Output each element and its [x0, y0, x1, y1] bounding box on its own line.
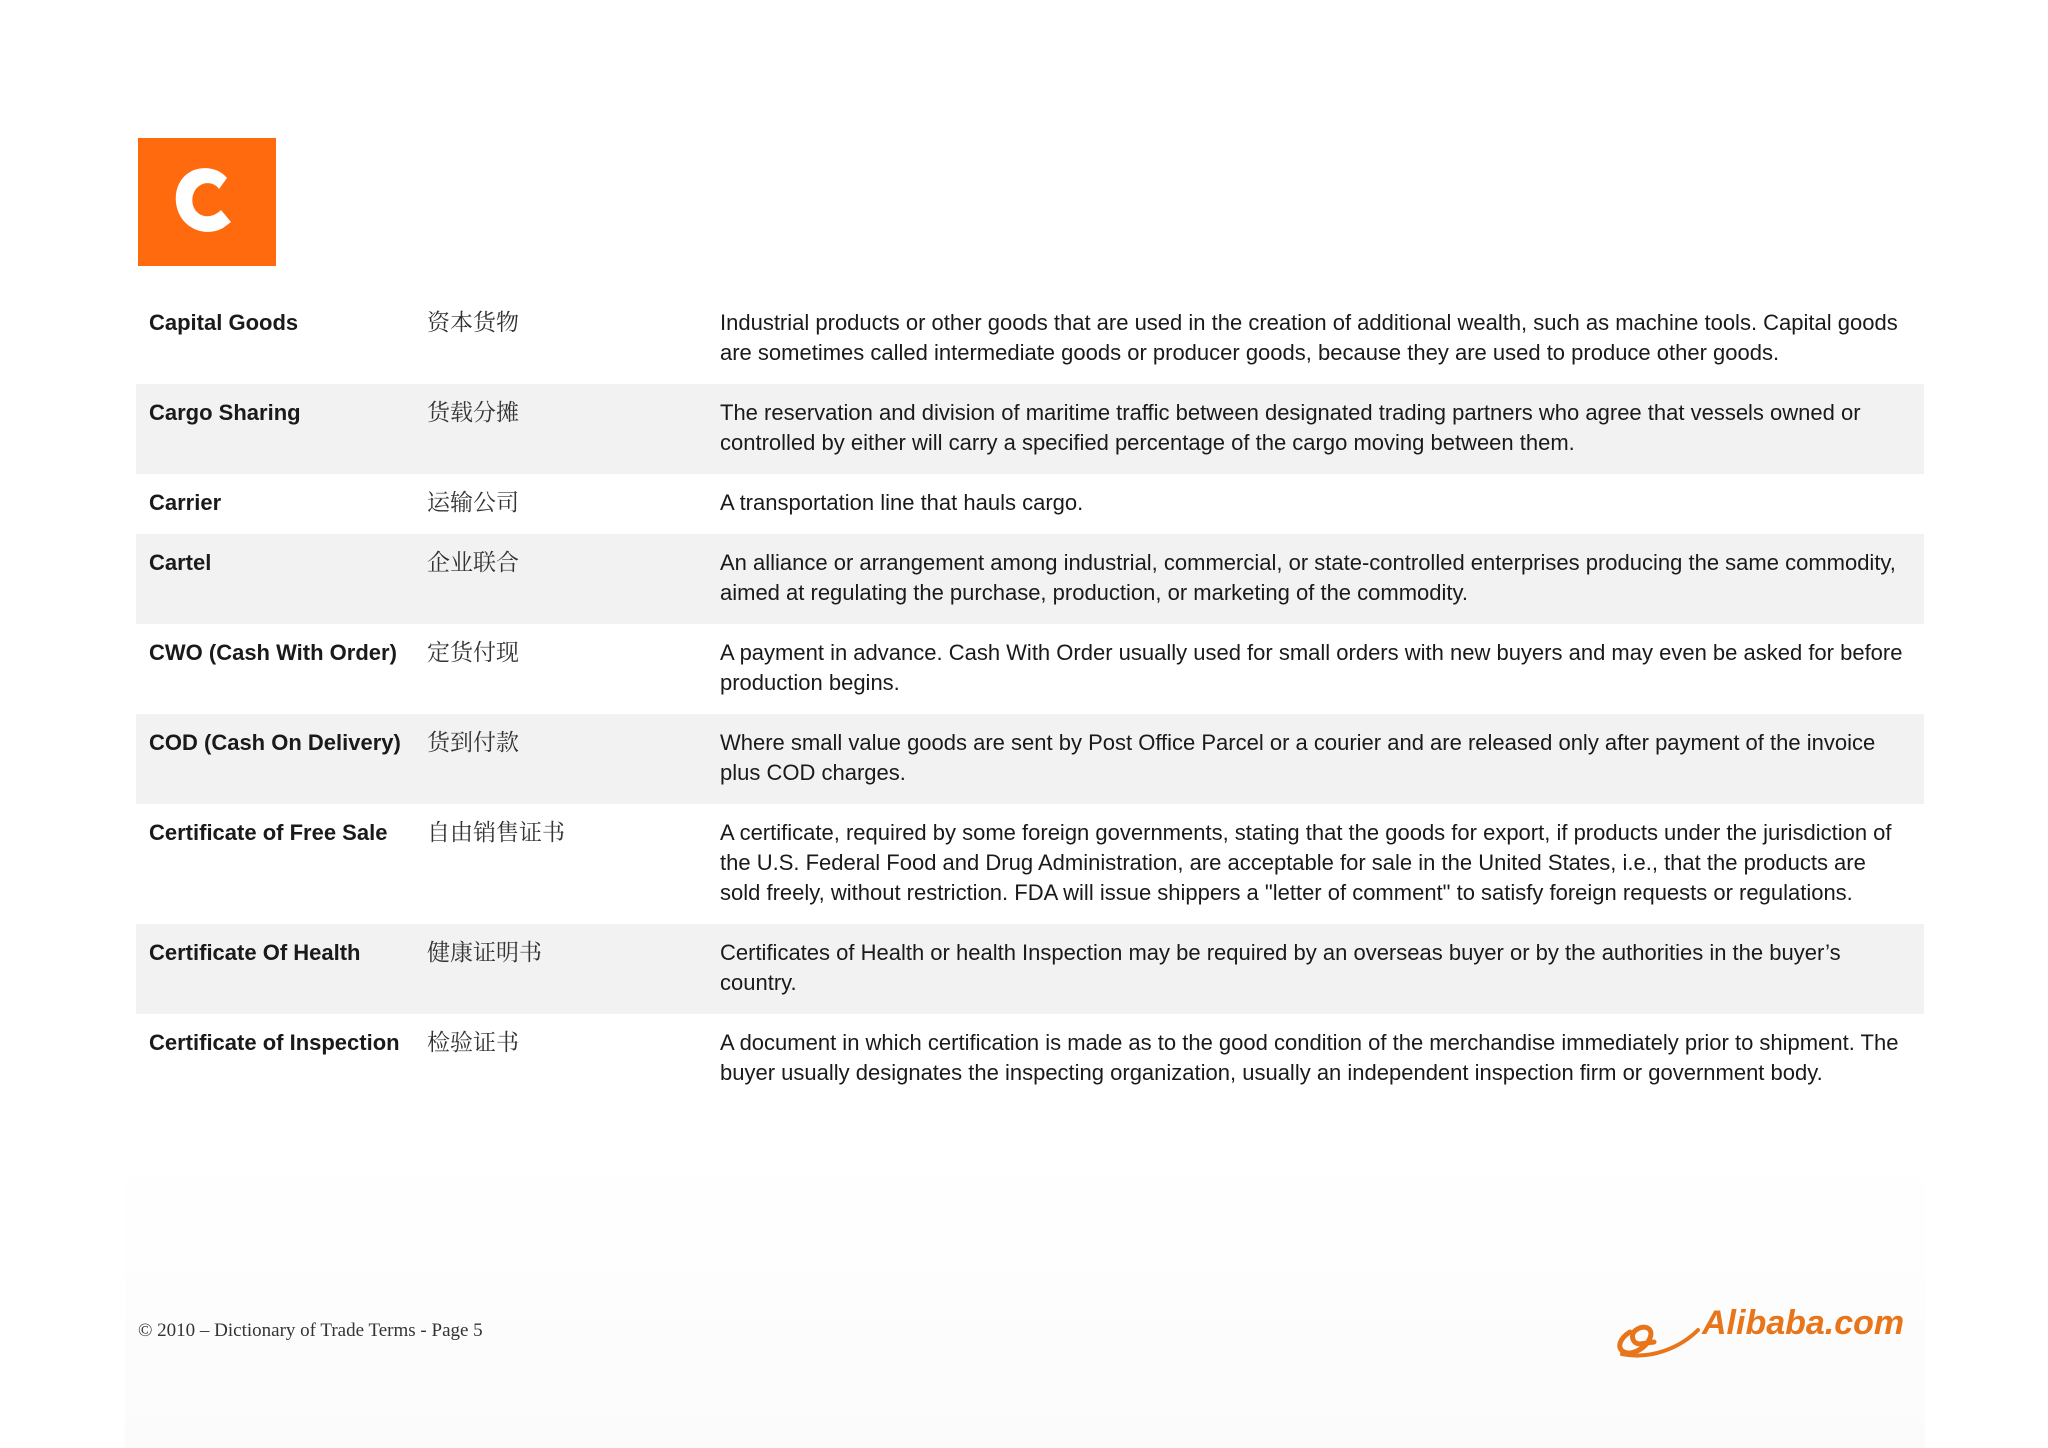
glossary-row [136, 714, 1924, 804]
term-chinese: 运输公司 [427, 490, 519, 516]
term-definition: A transportation line that hauls cargo. [720, 490, 1084, 515]
glossary-row [136, 384, 1924, 474]
alibaba-logo [1610, 1294, 1920, 1360]
term-chinese: 企业联合 [427, 550, 519, 576]
term-name: COD (Cash On Delivery) [149, 730, 401, 755]
logo-text: Alibaba.com [1702, 1304, 1905, 1342]
glossary-row [136, 624, 1924, 714]
term-name: Certificate of Free Sale [149, 820, 388, 845]
term-definition: An alliance or arrangement among industrial, commercial, or state-controlled enterprises producing the same commodity, aimed at regulating the purchase, production, or marketing of the commodity. [720, 550, 1896, 605]
term-chinese: 健康证明书 [427, 940, 542, 966]
glossary-table [136, 294, 1924, 1104]
term-definition: Certificates of Health or health Inspection may be required by an overseas buyer or by the authorities in the buyer’s country. [720, 940, 1841, 995]
glossary-row [136, 924, 1924, 1014]
term-definition: A certificate, required by some foreign governments, stating that the goods for export, if products under the jurisdiction of the U.S. Federal Food and Drug Administration, are acceptable for sale in the United States, i.e., that the products are sold freely, without restriction. FDA will issue shippers a "letter of comment" to satisfy foreign requests or regulations. [720, 820, 1892, 905]
term-chinese: 定货付现 [427, 640, 519, 666]
term-definition: Industrial products or other goods that are used in the creation of additional wealth, such as machine tools. Capital goods are sometimes called intermediate goods or producer goods, because they are used to produce other goods. [720, 310, 1898, 365]
term-definition: A payment in advance. Cash With Order usually used for small orders with new buyers and may even be asked for before production begins. [720, 640, 1903, 695]
term-name: CWO (Cash With Order) [149, 640, 397, 665]
letter-c-icon [161, 156, 253, 248]
term-name: Cartel [149, 550, 212, 575]
glossary-row [136, 474, 1924, 534]
term-chinese: 检验证书 [427, 1030, 519, 1056]
term-chinese: 资本货物 [427, 310, 519, 336]
glossary-row [136, 804, 1924, 924]
term-definition: Where small value goods are sent by Post Office Parcel or a courier and are released only after payment of the invoice plus COD charges. [720, 730, 1876, 785]
term-definition: The reservation and division of maritime traffic between designated trading partners who agree that vessels owned or controlled by either will carry a specified percentage of the cargo moving between them. [720, 400, 1861, 455]
term-definition: A document in which certification is made as to the good condition of the merchandise immediately prior to shipment. The buyer usually designates the inspecting organization, usually an independent inspection firm or government body. [720, 1030, 1899, 1085]
term-chinese: 自由销售证书 [427, 820, 565, 846]
footer-copyright: © 2010 – Dictionary of Trade Terms - Page 5 [138, 1320, 483, 1341]
glossary-row [136, 1014, 1924, 1104]
glossary-row [136, 534, 1924, 624]
alibaba-logo-icon [1610, 1294, 1920, 1360]
term-name: Certificate of Inspection [149, 1030, 400, 1055]
term-name: Carrier [149, 490, 222, 515]
section-letter-badge [138, 138, 276, 266]
term-chinese: 货到付款 [427, 730, 519, 756]
term-name: Cargo Sharing [149, 400, 301, 425]
term-name: Certificate Of Health [149, 940, 361, 965]
term-name: Capital Goods [149, 310, 299, 335]
term-chinese: 货载分摊 [427, 400, 519, 426]
glossary-row [136, 294, 1924, 384]
